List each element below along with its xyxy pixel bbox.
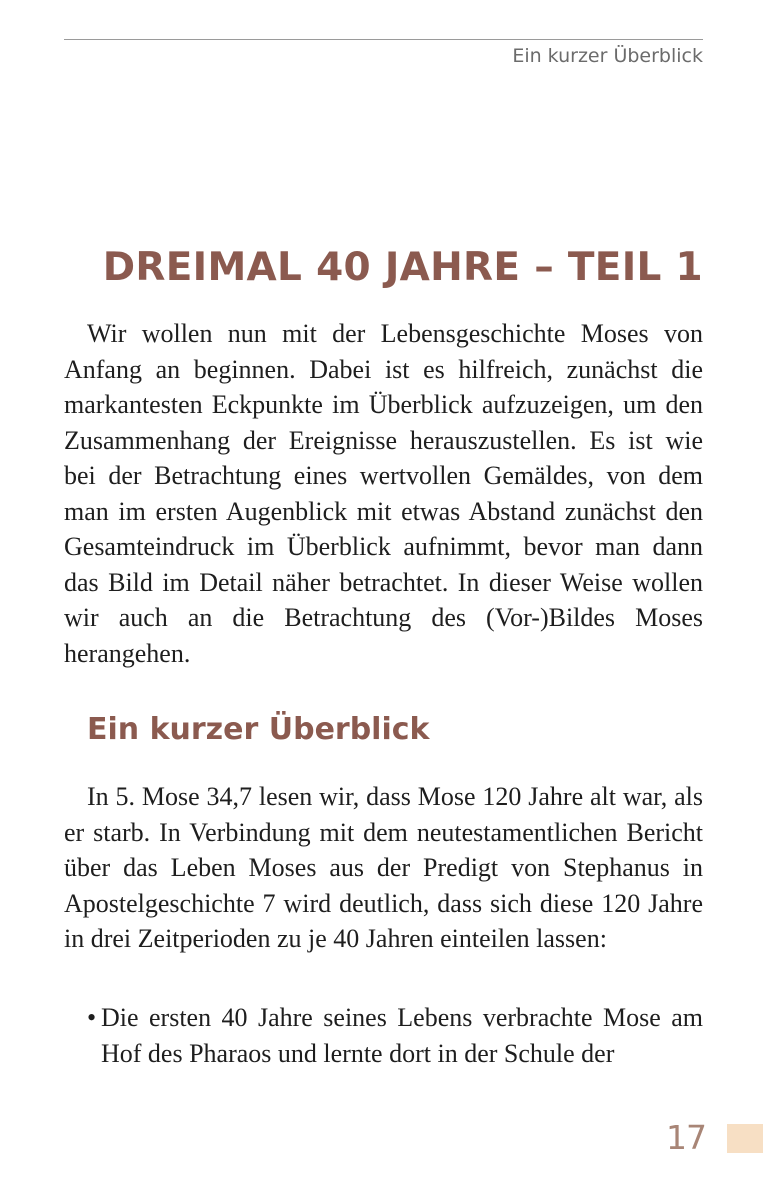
- chapter-title: DREIMAL 40 JAHRE – TEIL 1: [102, 245, 703, 290]
- list-item: [87, 1000, 703, 1071]
- page-number: 17: [666, 1118, 706, 1157]
- list-item-text: Die ersten 40 Jahre seines Lebens verbrachte Mose am Hof des Pharaos und lernte dort in der Schule der: [101, 1003, 703, 1068]
- section-title: Ein kurzer Überblick: [87, 712, 430, 747]
- section-paragraph: In 5. Mose 34,7 lesen wir, dass Mose 120 Jahre alt war, als er starb. In Verbindung mit dem neutestamentlichen Bericht über das Leben Moses aus der Predigt von Stephanus in Apostelgeschichte 7 wird deutlich, dass sich diese 120 Jahre in drei Zeitperioden zu je 40 Jahren einteilen lassen:: [64, 782, 703, 953]
- bullet-icon: •: [87, 1003, 97, 1032]
- page-tab-marker: [727, 1124, 763, 1153]
- running-head: Ein kurzer Überblick: [512, 45, 703, 67]
- bullet-list: [87, 1000, 703, 1071]
- chapter-paragraph: Wir wollen nun mit der Lebensgeschichte Moses von Anfang an beginnen. Dabei ist es hilfreich, zunächst die markantesten Eckpunkte im Überblick aufzuzeigen, um den Zusammenhang der Ereignisse herauszustellen. Es ist wie bei der Betrachtung eines wertvollen Gemäldes, von dem man im ersten Augenblick mit etwas Abstand zunächst den Gesamteindruck im Überblick aufnimmt, bevor man dann das Bild im Detail näher betrachtet. In dieser Weise wollen wir auch an die Betrachtung des (Vor-)Bildes Moses herangehen.: [64, 319, 703, 668]
- header-rule: [64, 39, 703, 40]
